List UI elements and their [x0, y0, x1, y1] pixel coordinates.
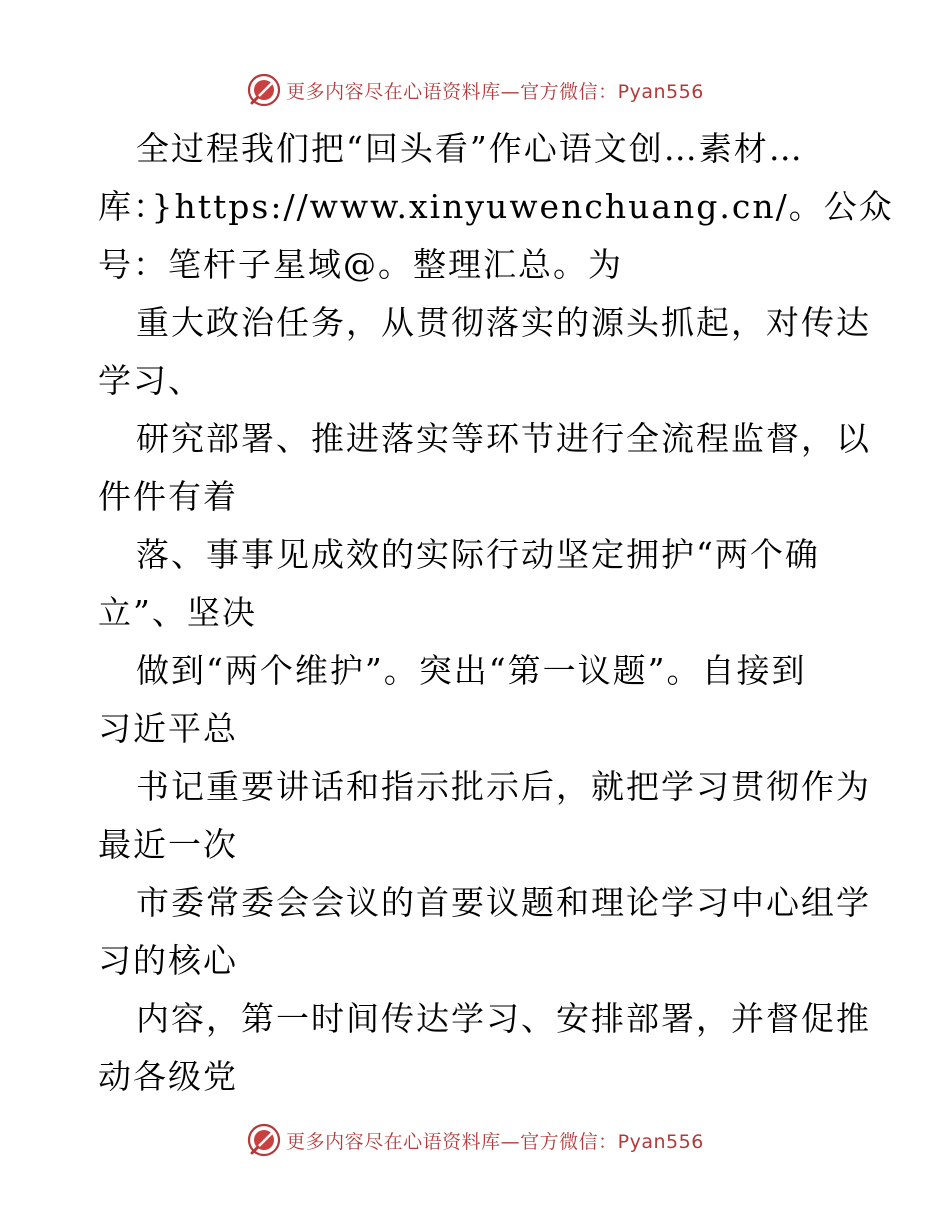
- text-line: 研究部署、推进落实等环节进行全流程监督，以: [136, 419, 871, 458]
- text-line: 库：}https://www.xinyuwenchuang.cn/。公众: [98, 187, 894, 226]
- text-line: 落、事事见成效的实际行动坚定拥护“两个确: [136, 535, 820, 574]
- footer-banner-text: 更多内容尽在心语资料库—官方微信：Pyan556: [286, 1130, 704, 1153]
- text-line: 习的核心: [98, 941, 238, 980]
- footer-banner: [0, 1120, 950, 1160]
- pen-logo-icon: [246, 1122, 282, 1158]
- pen-logo-icon: [246, 72, 282, 108]
- text-line: 习近平总: [98, 709, 238, 748]
- text-line: 学习、: [98, 361, 203, 400]
- text-line: 做到“两个维护”。突出“第一议题”。自接到: [136, 651, 807, 690]
- text-line: 书记重要讲话和指示批示后，就把学习贯彻作为: [136, 767, 871, 806]
- text-line: 最近一次: [98, 825, 238, 864]
- text-line: 全过程我们把“回头看”作心语文创…素材…: [136, 129, 804, 168]
- text-line: 市委常委会会议的首要议题和理论学习中心组学: [136, 883, 871, 922]
- text-line: 号：笔杆子星域@。整理汇总。为: [98, 245, 623, 284]
- text-line: 动各级党: [98, 1057, 238, 1096]
- text-line: 件件有着: [98, 477, 238, 516]
- text-line: 重大政治任务，从贯彻落实的源头抓起，对传达: [136, 303, 871, 342]
- text-line: 内容，第一时间传达学习、安排部署，并督促推: [136, 999, 871, 1038]
- header-banner: [0, 70, 950, 110]
- header-banner-text: 更多内容尽在心语资料库—官方微信：Pyan556: [286, 80, 704, 103]
- text-line: 立”、坚决: [98, 593, 257, 632]
- document-body: [98, 120, 894, 1106]
